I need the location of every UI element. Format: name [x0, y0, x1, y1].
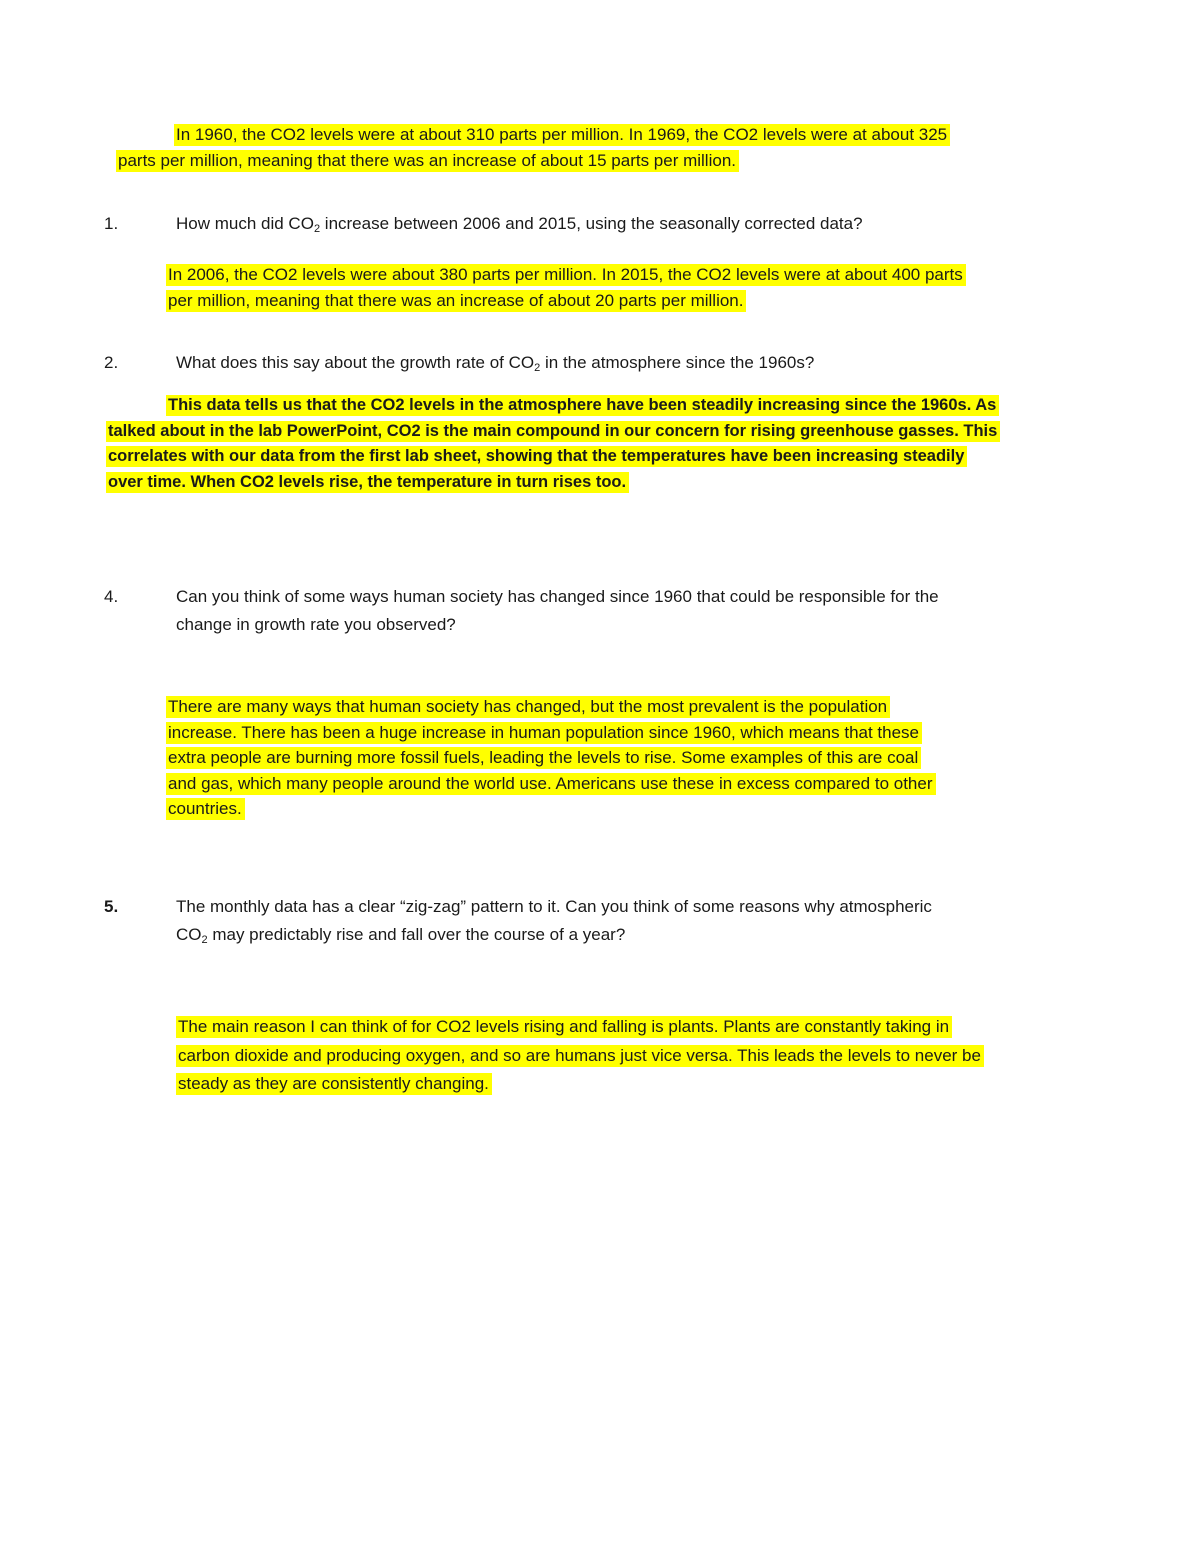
question-5-answer-line: carbon dioxide and producing oxygen, and so are humans just vice versa. This leads the levels to never be — [176, 1045, 984, 1067]
question-2-answer-line: talked about in the lab PowerPoint, CO2 is the main compound in our concern for rising greenhouse gasses. This — [106, 421, 1000, 442]
intro-answer — [116, 122, 950, 173]
intro-answer-line-2: parts per million, meaning that there was an increase of about 15 parts per million. — [116, 150, 739, 172]
question-4-number: 4. — [104, 587, 119, 606]
question-4-answer-line: There are many ways that human society has changed, but the most prevalent is the population — [166, 696, 890, 718]
question-1-answer-line: per million, meaning that there was an increase of about 20 parts per million. — [166, 290, 746, 312]
question-1-answer-line: In 2006, the CO2 levels were about 380 parts per million. In 2015, the CO2 levels were at about 400 parts — [166, 264, 966, 286]
question-2-answer — [106, 393, 1000, 495]
question-5-answer — [176, 1013, 984, 1099]
question-4-text: Can you think of some ways human society has changed since 1960 that could be responsible for the change in growth rate you observed? — [176, 587, 939, 634]
question-4-answer — [166, 694, 936, 822]
question-2-answer-line: This data tells us that the CO2 levels in the atmosphere have been steadily increasing since the 1960s. As — [166, 395, 999, 416]
question-5-text: The monthly data has a clear “zig-zag” pattern to it. Can you think of some reasons why atmospheric CO2 may predictably rise and fall over the course of a year? — [176, 897, 932, 946]
question-1-number: 1. — [104, 214, 119, 233]
question-5-answer-line: The main reason I can think of for CO2 levels rising and falling is plants. Plants are constantly taking in — [176, 1016, 952, 1038]
question-1-text: How much did CO2 increase between 2006 and 2015, using the seasonally corrected data? — [176, 214, 863, 235]
question-1-answer — [166, 262, 966, 313]
question-4-answer-line: increase. There has been a huge increase in human population since 1960, which means that these — [166, 722, 922, 744]
intro-answer-line-1: In 1960, the CO2 levels were at about 310 parts per million. In 1969, the CO2 levels were at about 325 — [174, 124, 950, 146]
question-5-number: 5. — [104, 897, 119, 916]
question-5-answer-line: steady as they are consistently changing. — [176, 1073, 492, 1095]
question-4-answer-line: countries. — [166, 798, 245, 820]
question-2-answer-line: over time. When CO2 levels rise, the temperature in turn rises too. — [106, 472, 629, 493]
question-4-answer-line: extra people are burning more fossil fuels, leading the levels to rise. Some examples of this are coal — [166, 747, 921, 769]
question-4-answer-line: and gas, which many people around the world use. Americans use these in excess compared to other — [166, 773, 936, 795]
question-2-text: What does this say about the growth rate of CO2 in the atmosphere since the 1960s? — [176, 353, 815, 374]
question-2-number: 2. — [104, 353, 119, 372]
question-2-answer-line: correlates with our data from the first lab sheet, showing that the temperatures have been increasing steadily — [106, 446, 967, 467]
